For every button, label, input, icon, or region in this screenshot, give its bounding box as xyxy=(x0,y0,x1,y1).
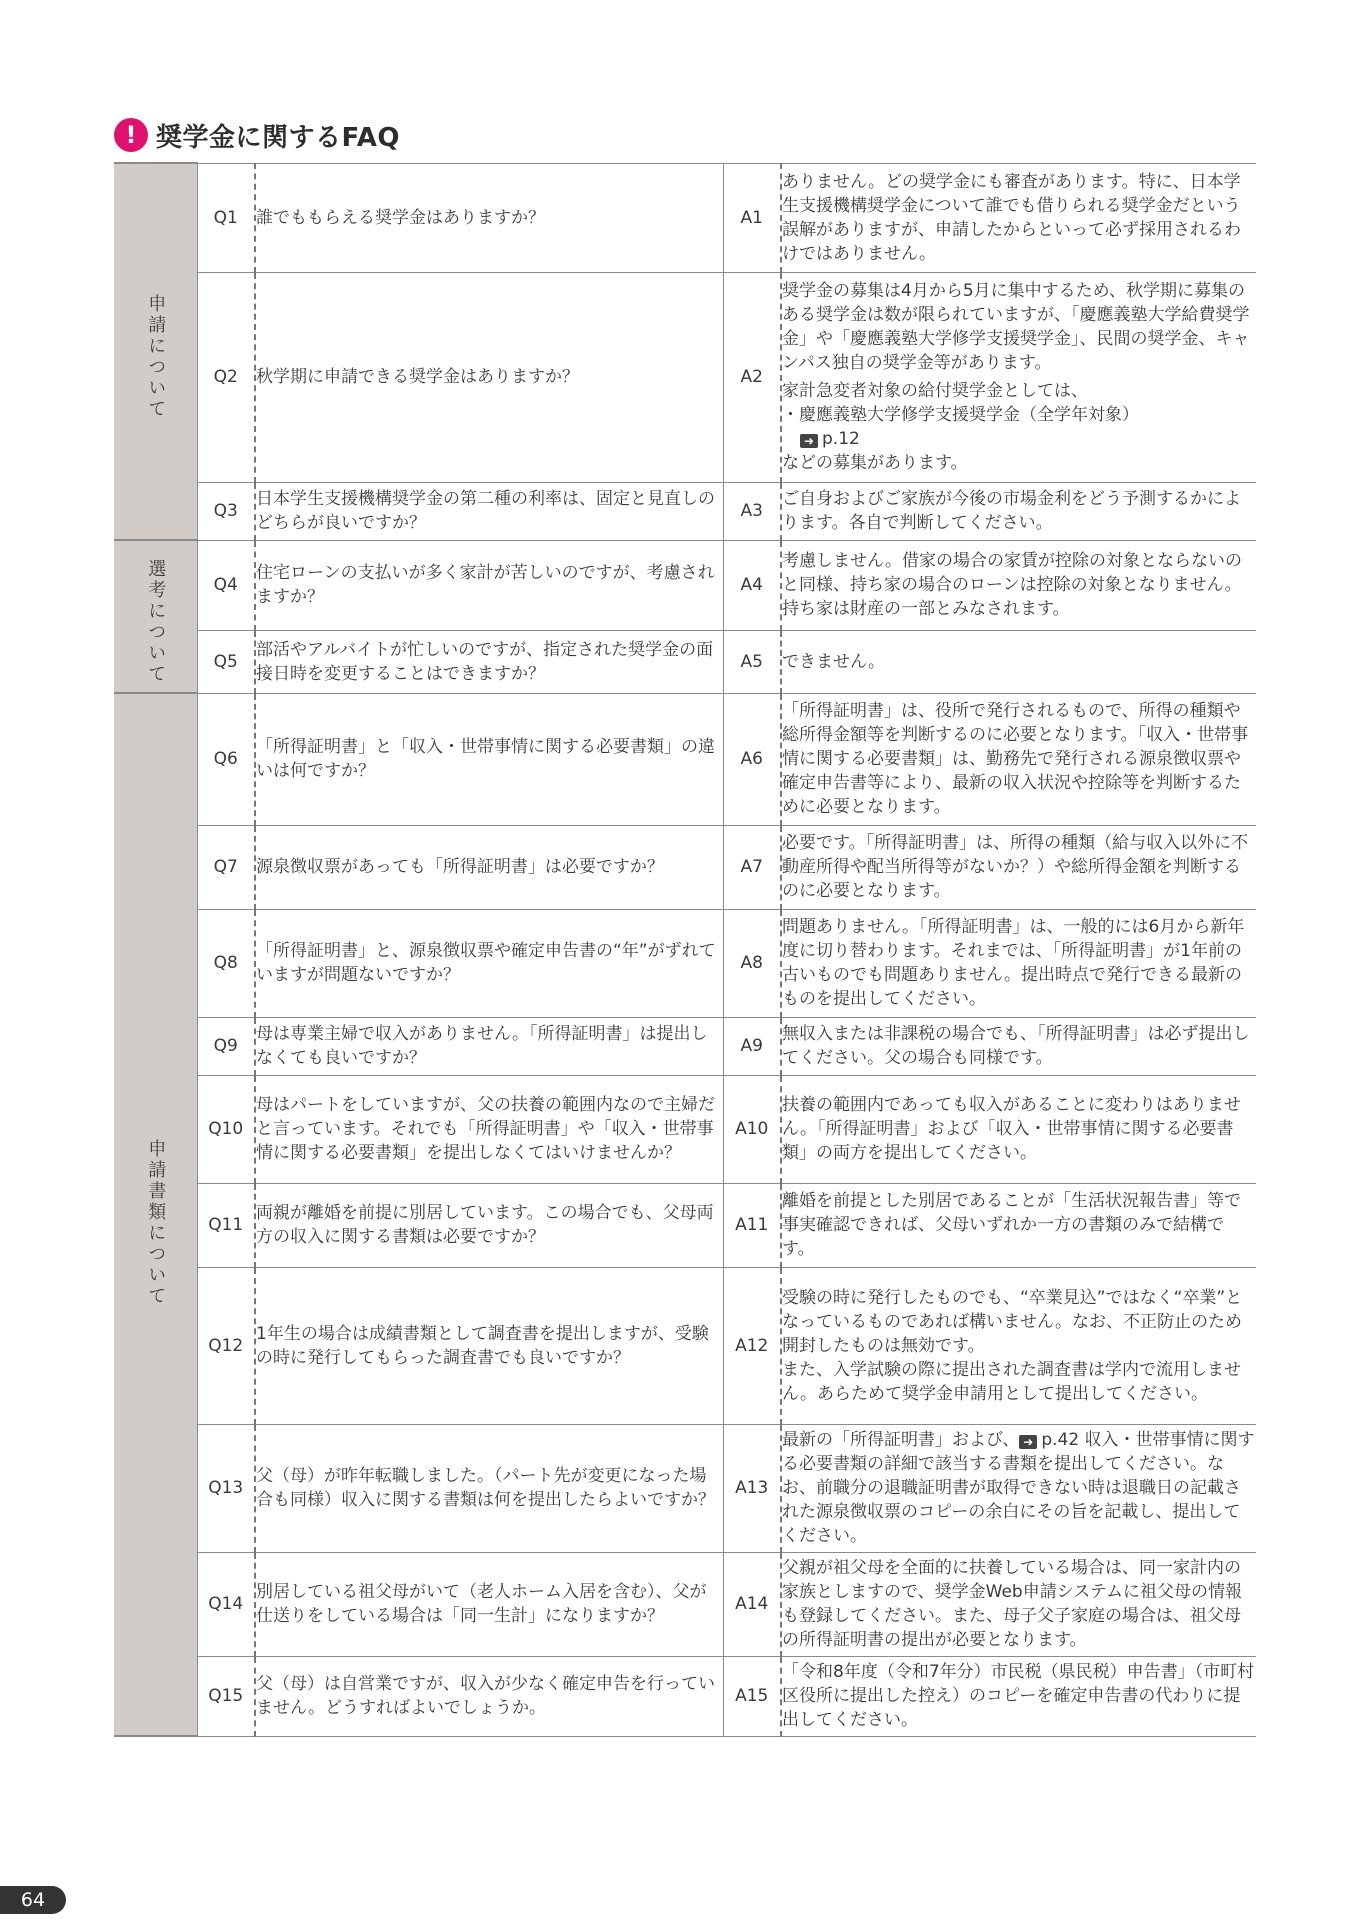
question-number: Q15 xyxy=(197,1656,255,1736)
faq-row-q5 xyxy=(114,631,1256,694)
question-number: Q8 xyxy=(197,909,255,1017)
answer-number: A12 xyxy=(723,1267,781,1424)
faq-row-q14 xyxy=(114,1552,1256,1656)
question-number: Q4 xyxy=(197,540,255,631)
answer-number: A5 xyxy=(723,631,781,694)
answer-text: 「所得証明書」は、役所で発行されるもので、所得の種類や総所得金額等を判断するのに必要となります。「収入・世帯事情に関する必要書類」は、勤務先で発行される源泉徴収票や確定申告書等により、最新の収入状況や控除等を判断するために必要となります。 xyxy=(781,693,1256,825)
exclamation-icon: ! xyxy=(114,118,148,152)
question-text: 父（母）が昨年転職しました。（パート先が変更になった場合も同様）収入に関する書類は何を提出したらよいですか？ xyxy=(255,1424,723,1552)
answer-text: 父親が祖父母を全面的に扶養している場合は、同一家計内の家族としますので、奨学金Web申請システムに祖父母の情報も登録してください。また、母子父子家庭の場合は、祖父母の所得証明書の提出が必要となります。 xyxy=(781,1552,1256,1656)
faq-row-q7 xyxy=(114,825,1256,909)
question-number: Q12 xyxy=(197,1267,255,1424)
answer-number: A14 xyxy=(723,1552,781,1656)
faq-row-q10 xyxy=(114,1075,1256,1183)
faq-row-q12 xyxy=(114,1267,1256,1424)
answer-number: A11 xyxy=(723,1183,781,1267)
answer-text: 最新の「所得証明書」および、 ➜ p.42 収入・世帯事情に関する必要書類の詳細で該当する書類を提出してください。なお、前職分の退職証明書が取得できない時は退職日の記載された源泉徴収票のコピーの余白にその旨を記載し、提出してください。 xyxy=(781,1424,1256,1552)
question-number: Q1 xyxy=(197,163,255,272)
answer-number: A3 xyxy=(723,482,781,540)
answer-number: A15 xyxy=(723,1656,781,1736)
faq-table xyxy=(114,162,1256,1737)
answer-number: A13 xyxy=(723,1424,781,1552)
question-text: 「所得証明書」と「収入・世帯事情に関する必要書類」の違いは何ですか？ xyxy=(255,693,723,825)
faq-row-q1 xyxy=(114,163,1256,272)
answer-text: 「令和8年度（令和7年分）市民税（県民税）申告書」（市町村区役所に提出した控え）のコピーを確定申告書の代わりに提出してください。 xyxy=(781,1656,1256,1736)
faq-row-q2 xyxy=(114,272,1256,482)
faq-row-q8 xyxy=(114,909,1256,1017)
question-number: Q11 xyxy=(197,1183,255,1267)
faq-row-q3 xyxy=(114,482,1256,540)
answer-paragraph: 家計急変者対象の給付奨学金としては、 xyxy=(782,381,1088,401)
page-title: 奨学金に関するFAQ xyxy=(156,122,401,153)
answer-number: A1 xyxy=(723,163,781,272)
answer-text: 考慮しません。借家の場合の家賃が控除の対象とならないのと同様、持ち家の場合のローンは控除の対象となりません。持ち家は財産の一部とみなされます。 xyxy=(781,540,1256,631)
category-application: 申請について xyxy=(114,163,197,540)
question-text: 日本学生支援機構奨学金の第二種の利率は、固定と見直しのどちらが良いですか？ xyxy=(255,482,723,540)
question-number: Q13 xyxy=(197,1424,255,1552)
answer-text: 離婚を前提とした別居であることが「生活状況報告書」等で事実確認できれば、父母いずれか一方の書類のみで結構です。 xyxy=(781,1183,1256,1267)
answer-number: A9 xyxy=(723,1017,781,1075)
question-number: Q5 xyxy=(197,631,255,694)
answer-text: ありません。どの奨学金にも審査があります。特に、日本学生支援機構奨学金について誰でも借りられる奨学金だという誤解がありますが、申請したからといって必ず採用されるわけではありません。 xyxy=(781,163,1256,272)
arrow-right-icon: ➜ xyxy=(800,434,818,448)
question-text: 父（母）は自営業ですが、収入が少なく確定申告を行っていません。どうすればよいでしょうか。 xyxy=(255,1656,723,1736)
faq-row-q6 xyxy=(114,693,1256,825)
answer-paragraph: ・慶應義塾大学修学支援奨学金（全学年対象） xyxy=(782,405,1139,425)
faq-row-q9 xyxy=(114,1017,1256,1075)
faq-row-q15 xyxy=(114,1656,1256,1736)
answer-number: A10 xyxy=(723,1075,781,1183)
question-number: Q6 xyxy=(197,693,255,825)
section-heading xyxy=(114,115,400,155)
faq-row-q4 xyxy=(114,540,1256,631)
page-number: 64 xyxy=(0,1886,66,1914)
answer-number: A7 xyxy=(723,825,781,909)
category-selection: 選考について xyxy=(114,540,197,693)
question-number: Q10 xyxy=(197,1075,255,1183)
question-number: Q2 xyxy=(197,272,255,482)
category-documents: 申請書類について xyxy=(114,693,197,1736)
question-text: 母は専業主婦で収入がありません。「所得証明書」は提出しなくても良いですか？ xyxy=(255,1017,723,1075)
question-text: 1年生の場合は成績書類として調査書を提出しますが、受験の時に発行してもらった調査書でも良いですか？ xyxy=(255,1267,723,1424)
answer-paragraph: 奨学金の募集は4月から5月に集中するため、秋学期に募集のある奨学金は数が限られていますが、「慶應義塾大学給費奨学金」や「慶應義塾大学修学支援奨学金」、民間の奨学金、キャンパス独自の奨学金等があります。 xyxy=(782,281,1250,373)
answer-text: 必要です。「所得証明書」は、所得の種類（給与収入以外に不動産所得や配当所得等がないか？）や総所得金額を判断するのに必要となります。 xyxy=(781,825,1256,909)
answer-number: A6 xyxy=(723,693,781,825)
answer-text xyxy=(781,1267,1256,1424)
answer-text: 扶養の範囲内であっても収入があることに変わりはありません。「所得証明書」および「収入・世帯事情に関する必要書類」の両方を提出してください。 xyxy=(781,1075,1256,1183)
page-reference[interactable]: ➜ p.42 xyxy=(1019,1430,1079,1450)
page-reference[interactable]: ➜ p.12 xyxy=(782,427,1256,451)
question-text: 両親が離婚を前提に別居しています。この場合でも、父母両方の収入に関する書類は必要ですか？ xyxy=(255,1183,723,1267)
answer-text: できません。 xyxy=(781,631,1256,694)
question-text: 誰でももらえる奨学金はありますか？ xyxy=(255,163,723,272)
question-text: 母はパートをしていますが、父の扶養の範囲内なので主婦だと言っています。それでも「所得証明書」や「収入・世帯事情に関する必要書類」を提出しなくてはいけませんか？ xyxy=(255,1075,723,1183)
question-text: 源泉徴収票があっても「所得証明書」は必要ですか？ xyxy=(255,825,723,909)
question-text: 部活やアルバイトが忙しいのですが、指定された奨学金の面接日時を変更することはできますか？ xyxy=(255,631,723,694)
answer-paragraph: また、入学試験の際に提出された調査書は学内で流用しません。あらためて奨学金申請用として提出してください。 xyxy=(782,1359,1241,1404)
question-text: 「所得証明書」と、源泉徴収票や確定申告書の“年”がずれていますが問題ないですか？ xyxy=(255,909,723,1017)
question-text: 別居している祖父母がいて（老人ホーム入居を含む）、父が仕送りをしている場合は「同一生計」になりますか？ xyxy=(255,1552,723,1656)
answer-paragraph: などの募集があります。 xyxy=(782,453,968,473)
answer-text xyxy=(781,272,1256,482)
answer-number: A8 xyxy=(723,909,781,1017)
answer-text: 問題ありません。「所得証明書」は、一般的には6月から新年度に切り替わります。それまでは、「所得証明書」が1年前の古いものでも問題ありません。提出時点で発行できる最新のものを提出してください。 xyxy=(781,909,1256,1017)
question-number: Q7 xyxy=(197,825,255,909)
faq-row-q11 xyxy=(114,1183,1256,1267)
answer-number: A2 xyxy=(723,272,781,482)
question-number: Q9 xyxy=(197,1017,255,1075)
question-number: Q14 xyxy=(197,1552,255,1656)
answer-text: ご自身およびご家族が今後の市場金利をどう予測するかによります。各自で判断してください。 xyxy=(781,482,1256,540)
answer-paragraph: 受験の時に発行したものでも、“卒業見込”ではなく“卒業”となっているものであれば構いません。なお、不正防止のため開封したものは無効です。 xyxy=(782,1287,1243,1356)
question-text: 秋学期に申請できる奨学金はありますか？ xyxy=(255,272,723,482)
question-number: Q3 xyxy=(197,482,255,540)
arrow-right-icon: ➜ xyxy=(1019,1435,1037,1449)
question-text: 住宅ローンの支払いが多く家計が苦しいのですが、考慮されますか？ xyxy=(255,540,723,631)
answer-text: 無収入または非課税の場合でも、「所得証明書」は必ず提出してください。父の場合も同様です。 xyxy=(781,1017,1256,1075)
faq-row-q13 xyxy=(114,1424,1256,1552)
answer-number: A4 xyxy=(723,540,781,631)
